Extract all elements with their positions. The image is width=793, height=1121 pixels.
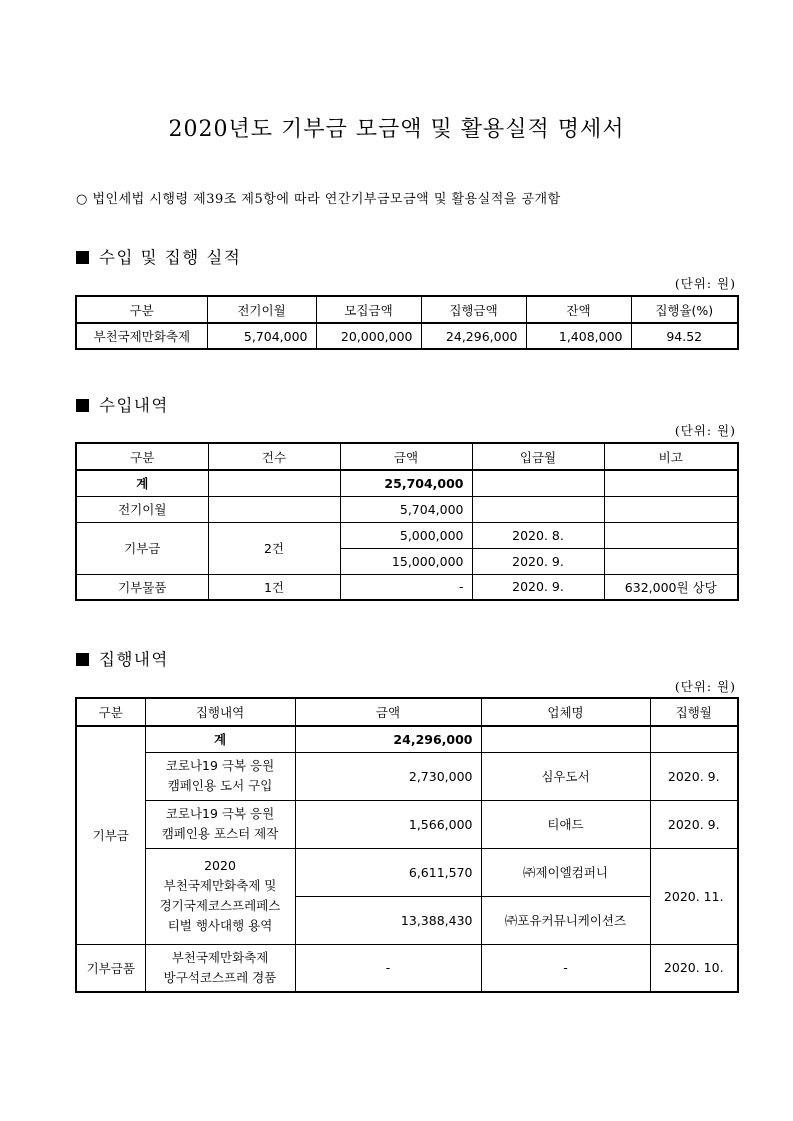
header-cell: 구분 <box>76 443 208 470</box>
table-header-row <box>76 296 738 323</box>
table-row <box>76 470 738 496</box>
cell: - <box>295 944 481 992</box>
cell: 24,296,000 <box>295 726 481 752</box>
cell: 2020. 9. <box>650 800 738 848</box>
section-heading-expenditure <box>76 646 169 670</box>
header-cell: 건수 <box>208 443 340 470</box>
cell: 기부물품 <box>76 574 208 600</box>
cell <box>145 944 295 992</box>
desc-line: 부천국제만화축제 <box>171 949 269 965</box>
cell: 전기이월 <box>76 496 208 522</box>
unit-label: (단위: 원) <box>674 423 736 438</box>
intro-text: ○ 법인세법 시행령 제39조 제5항에 따라 연간기부금모금액 및 활용실적을 공개함 <box>76 192 561 207</box>
desc-line: 코로나19 극복 응원 <box>165 806 275 821</box>
table-row <box>76 752 738 800</box>
cell: 2020. 11. <box>650 848 738 944</box>
cell <box>472 496 604 522</box>
cell: 15,000,000 <box>340 548 472 574</box>
section-heading-text: 수입내역 <box>99 396 169 415</box>
table-row <box>76 800 738 848</box>
cell <box>145 752 295 800</box>
table-header-row <box>76 698 738 726</box>
cell: 6,611,570 <box>295 848 481 896</box>
cell: 2020. 9. <box>472 574 604 600</box>
table-row <box>76 848 738 896</box>
cell: 계 <box>145 726 295 752</box>
header-cell: 집행금액 <box>421 296 526 323</box>
table-row <box>76 496 738 522</box>
cell: 1,566,000 <box>295 800 481 848</box>
section-heading-text: 집행내역 <box>99 650 169 669</box>
header-cell: 업체명 <box>481 698 650 726</box>
header-cell: 모집금액 <box>316 296 421 323</box>
cell: 2020. 8. <box>472 522 604 548</box>
table-row <box>76 726 738 752</box>
header-cell: 집행내역 <box>145 698 295 726</box>
desc-line: 2020 <box>204 858 236 873</box>
header-cell: 구분 <box>76 296 207 323</box>
cell <box>604 548 738 574</box>
cell: - <box>340 574 472 600</box>
header-cell: 전기이월 <box>207 296 316 323</box>
cell: 2020. 9. <box>650 752 738 800</box>
cell <box>145 848 295 944</box>
header-cell: 구분 <box>76 698 145 726</box>
cell: 2,730,000 <box>295 752 481 800</box>
section-heading-text: 수입 및 집행 실적 <box>99 248 242 267</box>
cell: 1,408,000 <box>526 323 631 349</box>
cell: 기부금품 <box>76 944 145 992</box>
desc-line: 티벌 행사대행 용역 <box>167 918 273 933</box>
cell: 20,000,000 <box>316 323 421 349</box>
cell <box>604 470 738 496</box>
cell: 24,296,000 <box>421 323 526 349</box>
cell <box>650 726 738 752</box>
income-table <box>75 442 739 601</box>
cell: ㈜제이엘컴퍼니 <box>481 848 650 896</box>
cell <box>145 800 295 848</box>
cell: 심우도서 <box>481 752 650 800</box>
desc-line: 부천국제만화축제 및 <box>163 878 277 893</box>
cell: 5,000,000 <box>340 522 472 548</box>
cell <box>604 522 738 548</box>
header-cell: 비고 <box>604 443 738 470</box>
header-cell: 집행월 <box>650 698 738 726</box>
cell: 5,704,000 <box>340 496 472 522</box>
cell <box>481 726 650 752</box>
page-title: 2020년도 기부금 모금액 및 활용실적 명세서 <box>168 117 625 142</box>
cell <box>472 470 604 496</box>
cell <box>208 470 340 496</box>
header-cell: 입금월 <box>472 443 604 470</box>
cell: 632,000원 상당 <box>604 574 738 600</box>
cell: 기부금 <box>76 726 145 944</box>
cell: 5,704,000 <box>207 323 316 349</box>
cell <box>604 496 738 522</box>
desc-line: 방구석코스프레 경품 <box>163 969 277 985</box>
cell <box>208 496 340 522</box>
section-heading-income <box>76 392 169 416</box>
cell: 2020. 9. <box>472 548 604 574</box>
cell: 25,704,000 <box>340 470 472 496</box>
expenditure-table <box>75 697 739 993</box>
unit-label: (단위: 원) <box>674 276 736 291</box>
unit-label: (단위: 원) <box>674 679 736 694</box>
cell: 2020. 10. <box>650 944 738 992</box>
cell: 2건 <box>208 522 340 574</box>
header-cell: 집행율(%) <box>631 296 738 323</box>
table-row <box>76 522 738 548</box>
header-cell: 금액 <box>295 698 481 726</box>
desc-line: 경기국제코스프레페스 <box>159 898 281 913</box>
cell: 13,388,430 <box>295 896 481 944</box>
cell: 94.52 <box>631 323 738 349</box>
cell: 부천국제만화축제 <box>76 323 207 349</box>
section-heading-performance <box>76 244 241 268</box>
cell: 기부금 <box>76 522 208 574</box>
cell: 티애드 <box>481 800 650 848</box>
square-bullet-icon <box>76 251 89 264</box>
header-cell: 금액 <box>340 443 472 470</box>
desc-line: 코로나19 극복 응원 <box>165 758 275 773</box>
table-row <box>76 574 738 600</box>
square-bullet-icon <box>76 653 89 666</box>
desc-line: 캠페인용 도서 구입 <box>167 778 273 793</box>
table-row <box>76 944 738 992</box>
cell: 1건 <box>208 574 340 600</box>
header-cell: 잔액 <box>526 296 631 323</box>
cell: - <box>481 944 650 992</box>
table-header-row <box>76 443 738 470</box>
cell: ㈜포유커뮤니케이션즈 <box>481 896 650 944</box>
table-row <box>76 323 738 349</box>
square-bullet-icon <box>76 399 89 412</box>
cell: 계 <box>76 470 208 496</box>
desc-line: 캠페인용 포스터 제작 <box>161 826 279 841</box>
performance-table <box>75 295 739 350</box>
